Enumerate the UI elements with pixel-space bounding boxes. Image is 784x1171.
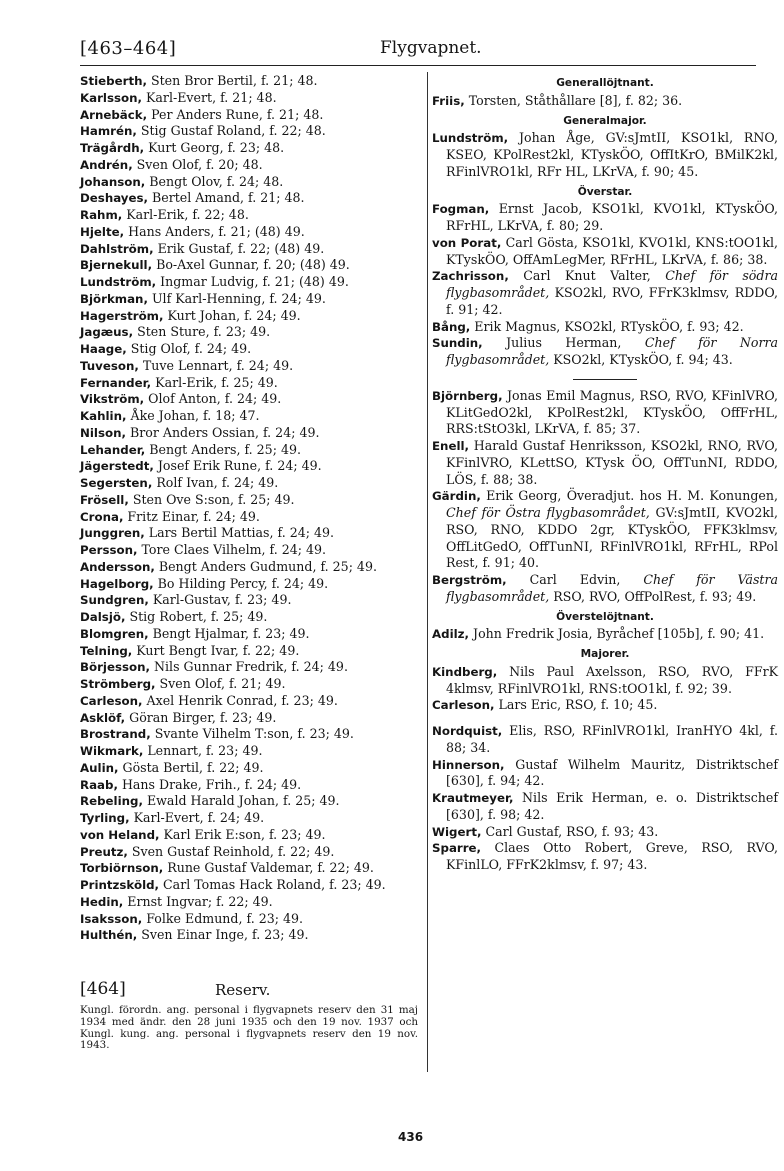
entry-details-continued: RSO, RVO, OffPolRest, f. 93; 49.: [549, 588, 757, 604]
register-entry: [80, 375, 418, 392]
person-surname: Frösell,: [80, 492, 129, 507]
register-entry: [432, 93, 778, 110]
column-divider: [427, 72, 428, 1072]
entry-details: Erik Magnus, KSO2kl, RTyskÖO, f. 93; 42.: [470, 318, 744, 334]
person-surname: Karlsson,: [80, 90, 142, 105]
register-entry: [80, 626, 418, 643]
section-note: Kungl. förordn. ang. personal i flygvapnets reserv den 31 maj 1934 med ändr. den 28 juni 1935 och den 19 nov. 1937 och Kungl. kung. ang. personal i flygvapnets reserv den 19 nov. 1943.: [80, 1004, 418, 1052]
person-surname: Hulthén,: [80, 928, 138, 943]
register-entry: [80, 911, 418, 928]
entry-details: Claes Otto Robert, Greve, RSO, RVO, KFinlLO, FFrK2klmsv, f. 97; 43.: [446, 840, 778, 872]
rank-heading: Majorer.: [580, 648, 630, 660]
entry-details: Karl-Erik, f. 25; 49.: [151, 374, 278, 390]
register-entry: [80, 257, 418, 274]
entry-details: Lars Bertil Mattias, f. 24; 49.: [144, 525, 335, 541]
rank-heading: Överstelöjtnant.: [556, 610, 654, 623]
person-surname: Kindberg,: [432, 664, 498, 679]
entry-details: Carl Tomas Hack Roland, f. 23; 49.: [159, 877, 386, 892]
entry-details: Bo-Axel Gunnar, f. 20; (48) 49.: [152, 257, 350, 273]
appointment-title: Chef för Östra flygbasområdet,: [446, 505, 650, 520]
page-title: Flygvapnet.: [380, 38, 482, 58]
person-surname: Hagerström,: [80, 308, 164, 323]
person-surname: Aulin,: [80, 760, 119, 775]
register-entry: [432, 697, 778, 714]
entry-details: Carl Gösta, KSO1kl, KVO1kl, KNS:tOO1kl, KTyskÖO, OffAmLegMer, RFrHL, LKrVA, f. 86; 38.: [446, 234, 778, 267]
register-entry: [80, 927, 418, 944]
entry-details: Harald Gustaf Henriksson, KSO2kl, RNO, RVO, KFinlVRO, KLettSO, KTysk ÖO, OffTunNI, RDDO, LÖS, f. 88; 38.: [446, 438, 778, 487]
register-entry: [80, 609, 418, 626]
entry-details: Nils Gunnar Fredrik, f. 24; 49.: [150, 659, 348, 675]
register-entry: [80, 559, 418, 576]
register-entry: [432, 319, 778, 336]
person-surname: Börjesson,: [80, 660, 150, 675]
register-entry: [80, 308, 418, 325]
entry-details: Hans Drake, Frih., f. 24; 49.: [117, 776, 302, 792]
register-entry: [432, 757, 778, 791]
entry-details: Hans Anders, f. 21; (48) 49.: [124, 223, 305, 239]
entry-details: Elis, RSO, RFinlVRO1kl, IranHYO 4kl, f. 88; 34.: [446, 723, 778, 755]
register-entry: [80, 492, 418, 509]
register-entry: [432, 488, 778, 572]
register-entry: [80, 793, 418, 810]
person-surname: Preutz,: [80, 844, 128, 859]
register-entry: [80, 107, 418, 124]
person-surname: Bång,: [432, 319, 471, 334]
person-surname: Jagæus,: [80, 325, 134, 340]
person-surname: Stieberth,: [80, 74, 147, 88]
person-surname: Tyrling,: [80, 811, 130, 825]
person-surname: Strömberg,: [80, 677, 156, 691]
person-surname: Gärdin,: [432, 489, 481, 504]
register-entry: [80, 810, 418, 827]
entry-details: Bengt Hjalmar, f. 23; 49.: [148, 625, 310, 641]
register-entry: [80, 542, 418, 559]
register-entry: [432, 268, 778, 318]
entry-details: Sven Einar Inge, f. 23; 49.: [137, 927, 309, 943]
register-entry: [432, 438, 778, 488]
register-entry: [80, 710, 418, 727]
entry-details: Sten Ove S:son, f. 25; 49.: [128, 491, 295, 507]
entry-details: Karl-Gustav, f. 23; 49.: [148, 592, 292, 608]
entry-details: Ingmar Ludvig, f. 21; (48) 49.: [156, 274, 349, 289]
entry-details: Gösta Bertil, f. 22; 49.: [118, 759, 264, 775]
person-surname: Nordquist,: [432, 724, 503, 738]
section-title: Reserv.: [215, 981, 271, 999]
person-surname: Lundström,: [80, 275, 157, 289]
entry-details: Lars Eric, RSO, f. 10; 45.: [494, 697, 658, 713]
register-entry: [80, 576, 418, 593]
entry-details: Karl Erik E:son, f. 23; 49.: [159, 826, 326, 842]
entry-details: Josef Erik Rune, f. 24; 49.: [153, 458, 322, 474]
register-entry: [80, 525, 418, 542]
entry-details: Sven Olof, f. 21; 49.: [155, 676, 286, 691]
entry-details: Fritz Einar, f. 24; 49.: [123, 508, 260, 524]
person-surname: Fogman,: [432, 202, 490, 217]
person-surname: Isaksson,: [80, 911, 143, 926]
register-entry: [80, 860, 418, 877]
running-header: [80, 38, 756, 62]
register-entry: [80, 90, 418, 107]
person-surname: Crona,: [80, 509, 124, 524]
person-surname: Fernander,: [80, 375, 152, 390]
entry-details: Torsten, Ståthållare [8], f. 82; 36.: [464, 92, 683, 108]
entry-details: Erik Gustaf, f. 22; (48) 49.: [153, 240, 325, 256]
register-entry: [432, 130, 778, 180]
person-surname: Printzsköld,: [80, 878, 160, 892]
register-entry: [80, 743, 418, 760]
person-surname: Rahm,: [80, 208, 123, 222]
person-surname: Adilz,: [432, 627, 470, 642]
person-surname: Segersten,: [80, 476, 153, 490]
register-entry: [432, 388, 778, 438]
person-surname: Sparre,: [432, 841, 482, 856]
entry-details: Ewald Harald Johan, f. 25; 49.: [142, 793, 340, 809]
register-entry: [432, 840, 778, 874]
person-surname: Junggren,: [80, 526, 145, 541]
register-entry: [80, 760, 418, 777]
rank-heading: Överstar.: [577, 185, 633, 198]
register-entry: [80, 123, 418, 140]
person-surname: Dalsjö,: [80, 610, 126, 624]
entry-details-continued: KSO2kl, RVO, FFrK3klmsv, RDDO, f. 91; 42.: [446, 285, 778, 317]
person-surname: Kahlin,: [80, 409, 127, 423]
register-entry: [80, 274, 418, 291]
register-entry: [80, 73, 418, 90]
person-surname: Zachrisson,: [432, 269, 509, 284]
register-entry: [80, 190, 418, 207]
entry-details: Bror Anders Ossian, f. 24; 49.: [125, 424, 320, 440]
register-entry: [80, 157, 418, 174]
register-entry: [80, 643, 418, 660]
person-surname: Trägårdh,: [80, 141, 145, 155]
entry-details-continued: GV:sJmtII, KVO2kl, RSO, RNO, KDDO 2gr, KTyskÖO, FFK3klmsv, OffLitGedO, OffTunNI, RFinlVRO1kl, RFrHL, RPol Rest, f. 91; 40.: [446, 505, 778, 571]
register-entry: [80, 291, 418, 308]
person-surname: Sundin,: [432, 336, 483, 351]
person-surname: Wigert,: [432, 824, 482, 839]
person-surname: Arnebäck,: [80, 107, 148, 122]
register-entry: [432, 790, 778, 824]
entry-details: Bo Hilding Percy, f. 24; 49.: [153, 575, 329, 591]
register-entry: [80, 341, 418, 358]
right-column: [432, 72, 778, 874]
person-surname: Andersson,: [80, 559, 155, 574]
header-rule: [80, 65, 756, 66]
person-surname: von Heland,: [80, 827, 160, 842]
register-entry: [80, 659, 418, 676]
person-surname: Andrén,: [80, 157, 133, 172]
register-entry: [432, 235, 778, 269]
register-entry: [80, 475, 418, 492]
person-surname: Lehander,: [80, 442, 146, 457]
register-entry: [80, 241, 418, 258]
entry-details: Göran Birger, f. 23; 49.: [125, 709, 277, 725]
entry-details: Tuve Lennart, f. 24; 49.: [138, 357, 294, 373]
rank-heading: Generallöjtnant.: [556, 77, 654, 89]
page-number: 436: [398, 1130, 424, 1144]
entry-details: Carl Gustaf, RSO, f. 93; 43.: [481, 823, 659, 839]
register-entry: [80, 877, 418, 894]
entry-details: Johan Åge, GV:sJmtII, KSO1kl, RNO, KSEO, KPolRest2kl, KTyskÖO, OffItKrO, BMilK2kl, RFinlVRO1kl, RFr HL, LKrVA, f. 90; 45.: [446, 130, 778, 179]
register-entry: [432, 824, 778, 841]
entry-details: Karl-Erik, f. 22; 48.: [122, 207, 249, 222]
register-entry: [432, 335, 778, 369]
register-entry: [80, 827, 418, 844]
appointment-title: Chef för Västra flygbasområdet,: [446, 572, 778, 604]
entry-details: Carl Knut Valter,: [508, 268, 666, 284]
entry-details: Stig Olof, f. 24; 49.: [126, 341, 252, 356]
person-surname: Dahlström,: [80, 241, 154, 256]
register-entry: [80, 224, 418, 241]
entry-details: John Fredrik Josia, Byråchef [105b], f. 90; 41.: [469, 626, 765, 642]
entry-details: Rune Gustaf Valdemar, f. 22; 49.: [163, 860, 374, 876]
section-gap: [432, 714, 778, 723]
section-separator: [573, 379, 637, 380]
register-entry: [80, 458, 418, 475]
person-surname: Blomgren,: [80, 626, 149, 641]
person-surname: Telning,: [80, 643, 133, 658]
person-surname: Friis,: [432, 93, 465, 108]
entry-details: Ulf Karl-Henning, f. 24; 49.: [147, 290, 326, 306]
person-surname: Asklöf,: [80, 710, 126, 725]
entry-details: Julius Herman,: [482, 335, 645, 351]
appointment-title: Chef för södra flygbasområdet,: [446, 268, 778, 300]
register-entry: [80, 425, 418, 442]
register-entry: [80, 391, 418, 408]
register-entry: [432, 723, 778, 757]
entry-details: Lennart, f. 23; 49.: [143, 743, 263, 758]
person-surname: Tuveson,: [80, 358, 139, 373]
person-surname: Björkman,: [80, 291, 148, 306]
entry-details: Per Anders Rune, f. 21; 48.: [147, 106, 324, 122]
entry-details: Ernst Ingvar; f. 22; 49.: [123, 893, 273, 909]
section-number: [464]: [80, 979, 126, 999]
entry-details: Stig Gustaf Roland, f. 22; 48.: [136, 123, 326, 139]
register-entry: [80, 777, 418, 794]
register-entry: [80, 324, 418, 341]
register-entry: [80, 509, 418, 526]
entry-details: Bengt Anders Gudmund, f. 25; 49.: [154, 558, 377, 574]
entry-details: Rolf Ivan, f. 24; 49.: [152, 475, 279, 490]
left-column: [80, 73, 418, 944]
register-entry: [80, 442, 418, 459]
appointment-title: Chef för Norra flygbasområdet,: [446, 335, 778, 367]
person-surname: Bergström,: [432, 573, 507, 587]
entry-details: Carl Edvin,: [506, 572, 644, 587]
entry-details: Folke Edmund, f. 23; 49.: [142, 910, 304, 926]
register-entry: [80, 894, 418, 911]
entry-details: Sten Sture, f. 23; 49.: [133, 324, 271, 340]
entry-details: Tore Claes Vilhelm, f. 24; 49.: [137, 542, 327, 557]
person-surname: Johanson,: [80, 174, 146, 189]
rank-heading: Generalmajor.: [563, 114, 647, 127]
person-surname: Raab,: [80, 777, 118, 792]
person-surname: Sundgren,: [80, 593, 149, 608]
person-surname: Deshayes,: [80, 191, 149, 206]
register-entry: [80, 726, 418, 743]
person-surname: Hamrén,: [80, 124, 137, 139]
person-surname: Hedin,: [80, 894, 124, 909]
entry-details: Nils Erik Herman, e. o. Distriktschef [630], f. 98; 42.: [446, 790, 778, 822]
person-surname: Carleson,: [432, 698, 495, 713]
person-surname: Haage,: [80, 342, 127, 356]
person-surname: Krautmeyer,: [432, 791, 514, 805]
person-surname: Rebeling,: [80, 794, 143, 809]
person-surname: Bjernekull,: [80, 258, 153, 273]
entry-details: Kurt Johan, f. 24; 49.: [163, 307, 301, 323]
page-range: [463–464]: [80, 38, 177, 59]
entry-details: Kurt Georg, f. 23; 48.: [144, 140, 285, 155]
entry-details: Bengt Anders, f. 25; 49.: [145, 441, 301, 457]
register-entry: [80, 676, 418, 693]
person-surname: Vikström,: [80, 392, 145, 407]
entry-details: Bertel Amand, f. 21; 48.: [148, 190, 305, 206]
person-surname: Jägerstedt,: [80, 459, 154, 474]
person-surname: Enell,: [432, 439, 470, 453]
person-surname: Persson,: [80, 543, 138, 557]
person-surname: Carleson,: [80, 693, 143, 708]
register-entry: [80, 207, 418, 224]
register-entry: [80, 693, 418, 710]
entry-details: Stig Robert, f. 25; 49.: [125, 609, 268, 624]
register-entry: [80, 844, 418, 861]
register-entry: [80, 592, 418, 609]
person-surname: Björnberg,: [432, 388, 503, 403]
entry-details: Axel Henrik Conrad, f. 23; 49.: [142, 692, 338, 708]
person-surname: Hagelborg,: [80, 576, 154, 591]
entry-details: Kurt Bengt Ivar, f. 22; 49.: [132, 642, 300, 658]
entry-details: Bengt Olov, f. 24; 48.: [145, 173, 284, 189]
entry-details: Svante Vilhelm T:son, f. 23; 49.: [150, 726, 354, 742]
person-surname: Torbiörnson,: [80, 861, 164, 876]
entry-details: Karl-Evert, f. 24; 49.: [129, 810, 265, 825]
person-surname: Brostrand,: [80, 727, 151, 742]
person-surname: von Porat,: [432, 235, 502, 250]
person-surname: Nilson,: [80, 425, 126, 440]
entry-details: Sten Bror Bertil, f. 21; 48.: [146, 73, 318, 88]
entry-details: Sven Gustaf Reinhold, f. 22; 49.: [127, 843, 335, 859]
entry-details: Erik Georg, Överadjut. hos H. M. Konungen,: [480, 488, 778, 504]
entry-details: Jonas Emil Magnus, RSO, RVO, KFinlVRO, KLitGedO2kl, KPolRest2kl, KTyskÖO, OffFrHL, RRS:tStO3kl, LKrVA, f. 85; 37.: [446, 387, 778, 437]
person-surname: Lundström,: [432, 131, 509, 146]
entry-details: Karl-Evert, f. 21; 48.: [142, 89, 277, 105]
register-entry: [80, 140, 418, 157]
register-entry: [432, 664, 778, 698]
entry-details-continued: KSO2kl, KTyskÖO, f. 94; 43.: [549, 352, 733, 367]
register-entry: [432, 201, 778, 235]
person-surname: Hjelte,: [80, 224, 125, 239]
entry-details: Olof Anton, f. 24; 49.: [144, 391, 282, 407]
entry-details: Sven Olof, f. 20; 48.: [132, 156, 263, 172]
register-entry: [432, 572, 778, 606]
register-entry: [432, 626, 778, 643]
person-surname: Hinnerson,: [432, 757, 505, 772]
register-entry: [80, 358, 418, 375]
entry-details: Åke Johan, f. 18; 47.: [126, 408, 260, 423]
entry-details: Gustaf Wilhelm Mauritz, Distriktschef [630], f. 94; 42.: [446, 756, 778, 789]
person-surname: Wikmark,: [80, 744, 144, 758]
entry-details: Nils Paul Axelsson, RSO, RVO, FFrK 4klmsv, RFinlVRO1kl, RNS:tOO1kl, f. 92; 39.: [446, 663, 778, 696]
register-entry: [80, 408, 418, 425]
entry-details: Ernst Jacob, KSO1kl, KVO1kl, KTyskÖO, RFrHL, LKrVA, f. 80; 29.: [446, 201, 778, 233]
register-entry: [80, 174, 418, 191]
